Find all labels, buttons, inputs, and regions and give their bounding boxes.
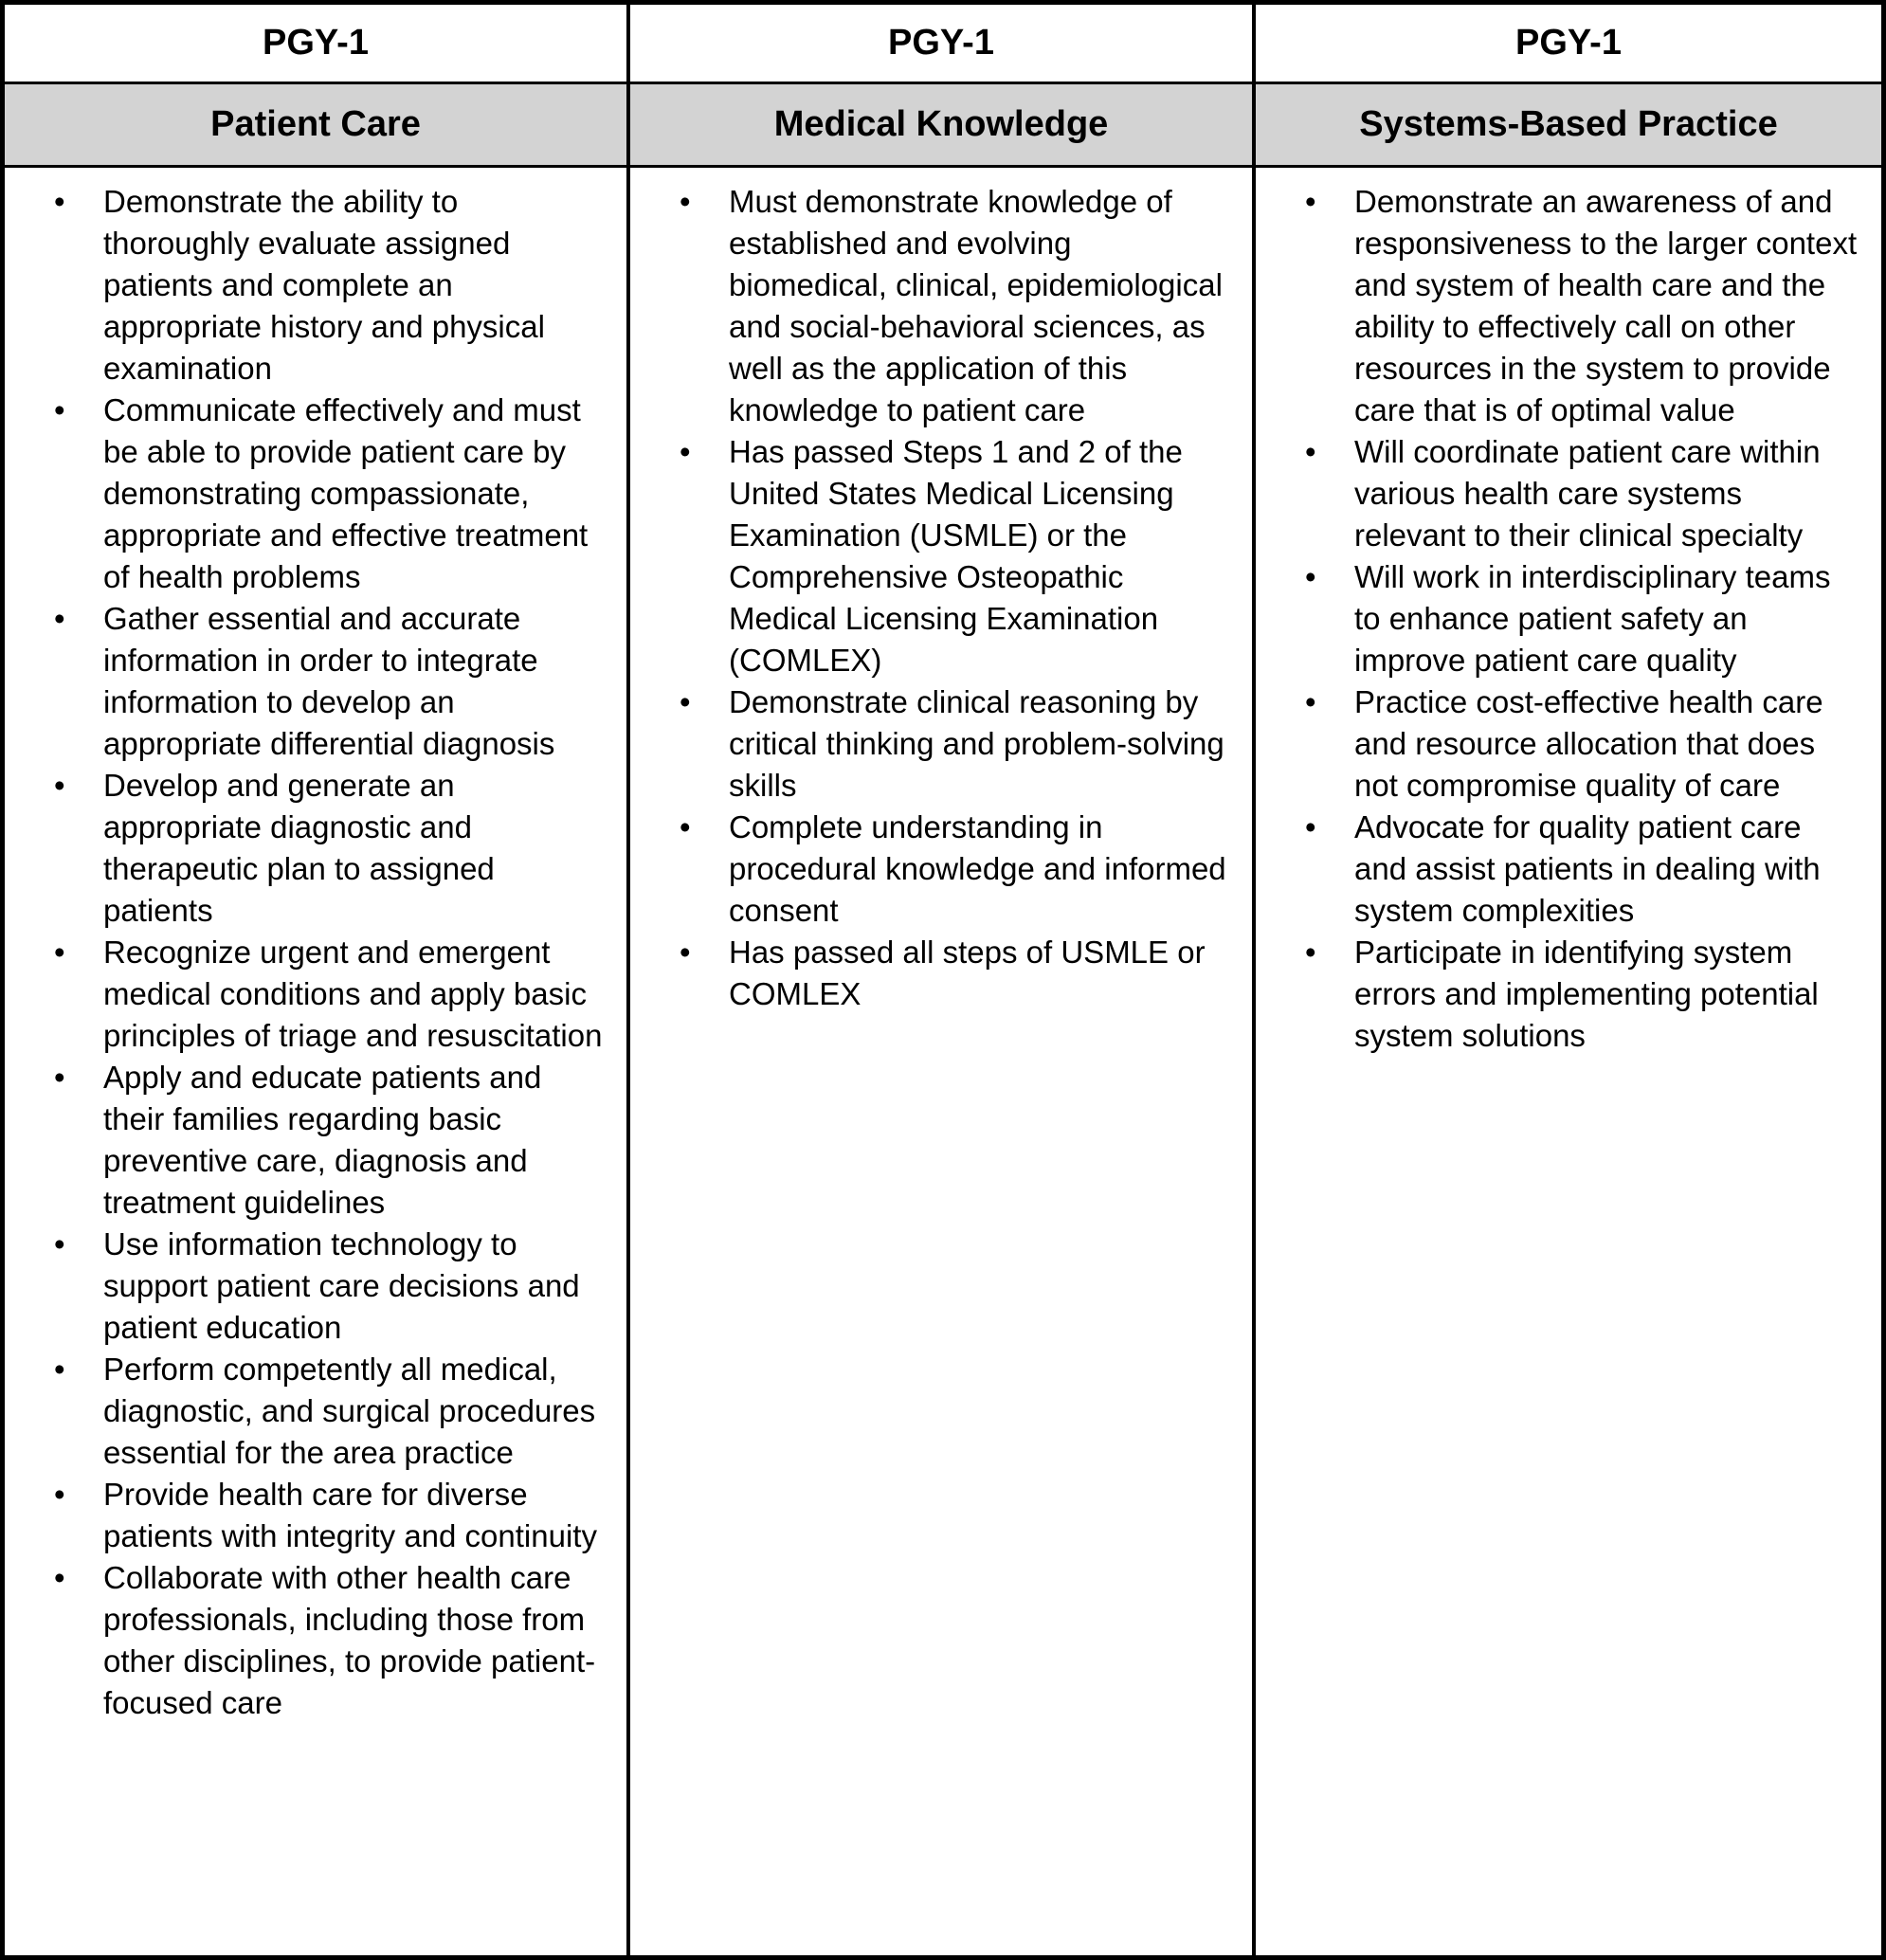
bullet-list-patient-care xyxy=(5,181,626,1724)
bullet-item: • Use information technology to support patient care decisions and patient education xyxy=(5,1224,626,1349)
bullet-item: • Will work in interdisciplinary teams to enhance patient safety an improve patient care quality xyxy=(1256,556,1881,681)
bullet-item: • Provide health care for diverse patients with integrity and continuity xyxy=(5,1474,626,1557)
bullet-item: • Demonstrate the ability to thoroughly evaluate assigned patients and complete an appropriate history and physical examination xyxy=(5,181,626,390)
year-label: PGY-1 xyxy=(1515,23,1622,63)
bullet-list-systems-based-practice xyxy=(1256,181,1881,1057)
bullet-item: • Practice cost-effective health care and resource allocation that does not compromise quality of care xyxy=(1256,681,1881,807)
competency-label: Systems-Based Practice xyxy=(1359,104,1778,144)
bullet-item: • Advocate for quality patient care and assist patients in dealing with system complexities xyxy=(1256,807,1881,932)
competency-header-systems-based-practice xyxy=(1256,84,1881,168)
year-header-col-1 xyxy=(5,5,630,84)
bullet-item: • Must demonstrate knowledge of established and evolving biomedical, clinical, epidemiological and social-behavioral sciences, as well as the application of this knowledge to patient care xyxy=(630,181,1252,431)
bullet-item: • Collaborate with other health care professionals, including those from other disciplines, to provide patient-focused care xyxy=(5,1557,626,1724)
bullet-item: • Apply and educate patients and their families regarding basic preventive care, diagnosis and treatment guidelines xyxy=(5,1057,626,1224)
bullet-item: • Participate in identifying system errors and implementing potential system solutions xyxy=(1256,932,1881,1057)
year-label: PGY-1 xyxy=(888,23,994,63)
content-cell-patient-care xyxy=(5,168,630,1955)
bullet-item: • Has passed all steps of USMLE or COMLEX xyxy=(630,932,1252,1015)
bullet-item: • Perform competently all medical, diagnostic, and surgical procedures essential for the area practice xyxy=(5,1349,626,1474)
competency-header-medical-knowledge xyxy=(630,84,1256,168)
bullet-list-medical-knowledge xyxy=(630,181,1252,1015)
content-cell-medical-knowledge xyxy=(630,168,1256,1955)
year-label: PGY-1 xyxy=(263,23,369,63)
bullet-item: • Has passed Steps 1 and 2 of the United States Medical Licensing Examination (USMLE) or the Comprehensive Osteopathic Medical Licensing Examination (COMLEX) xyxy=(630,431,1252,681)
competency-label: Medical Knowledge xyxy=(773,104,1109,144)
competency-label: Patient Care xyxy=(210,104,421,144)
bullet-item: • Demonstrate an awareness of and responsiveness to the larger context and system of health care and the ability to effectively call on other resources in the system to provide care that is of optimal value xyxy=(1256,181,1881,431)
bullet-item: • Communicate effectively and must be able to provide patient care by demonstrating compassionate, appropriate and effective treatment of health problems xyxy=(5,390,626,598)
bullet-item: • Will coordinate patient care within various health care systems relevant to their clinical specialty xyxy=(1256,431,1881,556)
content-cell-systems-based-practice xyxy=(1256,168,1881,1955)
bullet-item: • Recognize urgent and emergent medical conditions and apply basic principles of triage and resuscitation xyxy=(5,932,626,1057)
bullet-item: • Develop and generate an appropriate diagnostic and therapeutic plan to assigned patients xyxy=(5,765,626,932)
bullet-item: • Complete understanding in procedural knowledge and informed consent xyxy=(630,807,1252,932)
bullet-item: • Gather essential and accurate information in order to integrate information to develop an appropriate differential diagnosis xyxy=(5,598,626,765)
year-header-col-2 xyxy=(630,5,1256,84)
year-header-col-3 xyxy=(1256,5,1881,84)
competency-header-patient-care xyxy=(5,84,630,168)
bullet-item: • Demonstrate clinical reasoning by critical thinking and problem-solving skills xyxy=(630,681,1252,807)
